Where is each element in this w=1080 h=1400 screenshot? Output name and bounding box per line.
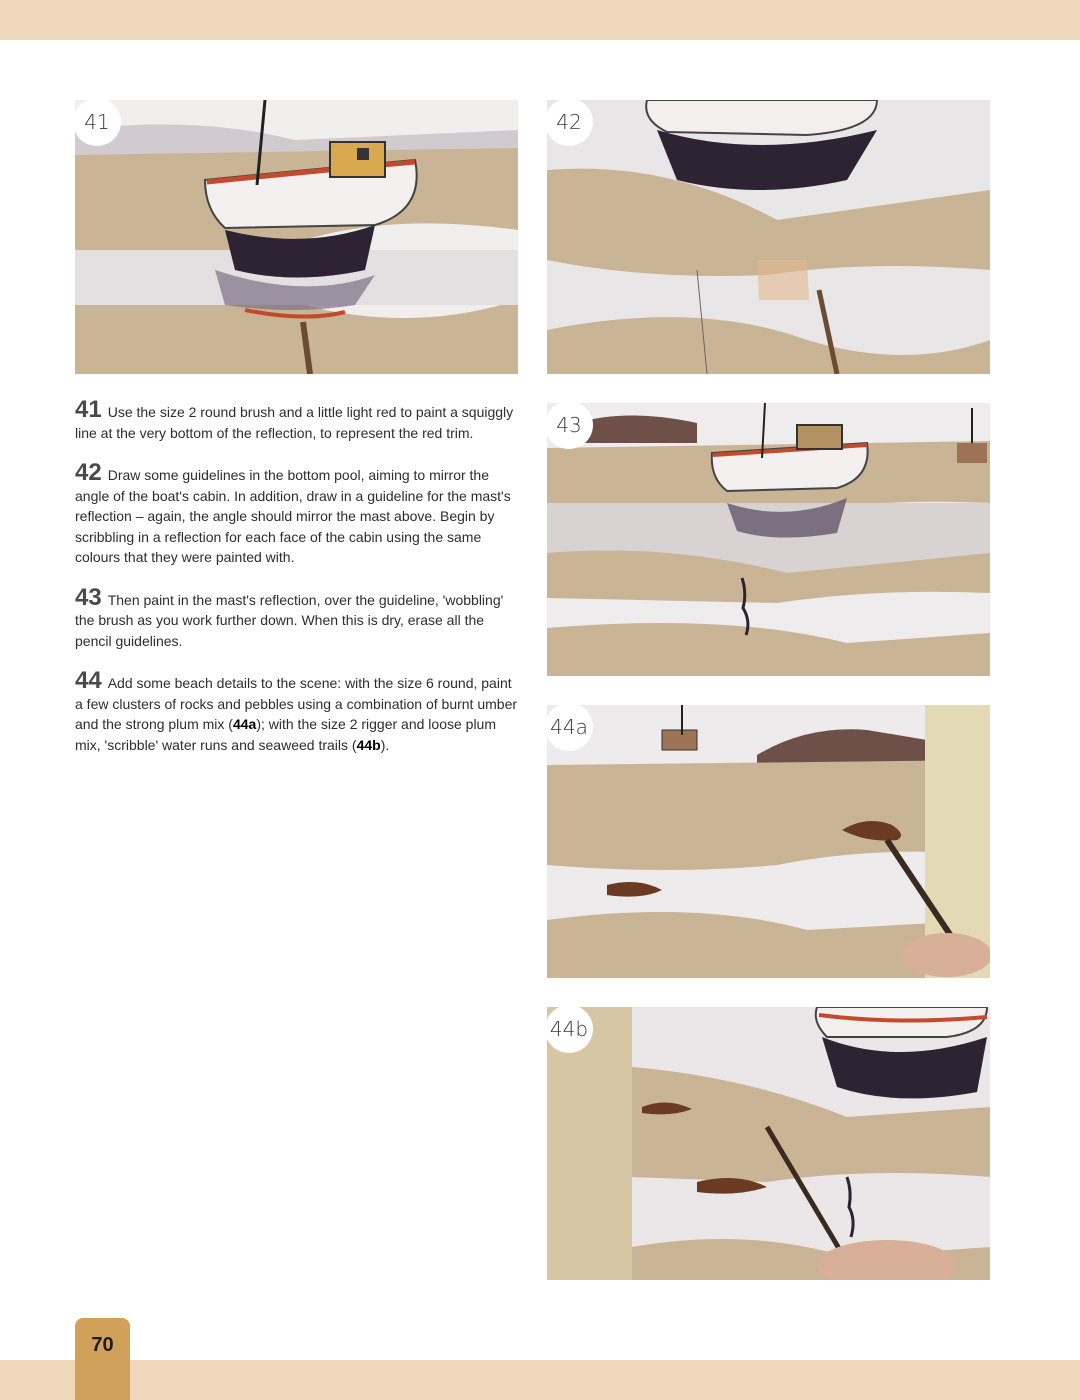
step-number: 41 bbox=[75, 396, 102, 423]
step-number: 44 bbox=[75, 667, 102, 694]
step-text: Add some beach details to the scene: with the size 6 round, paint a few clusters of rocks and pebbles using a combination of burnt umber and the strong plum mix ( bbox=[75, 675, 518, 732]
watercolor-boat-illustration bbox=[75, 100, 518, 374]
step-41 bbox=[75, 396, 519, 443]
photo-step-42 bbox=[547, 100, 990, 374]
step-text: ); with the size 2 rigger and loose plum mix, 'scribble' water runs and seaweed trails ( bbox=[75, 716, 497, 753]
step-text: ). bbox=[380, 736, 390, 753]
photo-step-43 bbox=[547, 403, 990, 676]
step-text: Draw some guidelines in the bottom pool, aiming to mirror the angle of the boat's cabin. In addition, draw in a guideline for the mast's reflection – again, the angle should mirror the mast above. Begin by scribbling in a reflection for each face of the cabin using the same colours that they were painted with. bbox=[75, 467, 511, 565]
step-badge: 43 bbox=[547, 403, 593, 449]
watercolor-seaweed-illustration bbox=[547, 1007, 990, 1280]
photo-step-44a bbox=[547, 705, 990, 978]
step-number: 43 bbox=[75, 583, 102, 611]
step-badge: 44b bbox=[547, 1007, 593, 1053]
step-text: Use the size 2 round brush and a little light red to paint a squiggly line at the very bottom of the reflection, to represent the red trim. bbox=[75, 404, 514, 441]
bottom-band bbox=[0, 1360, 1080, 1400]
page-number: 70 bbox=[91, 1334, 114, 1356]
photo-step-44b bbox=[547, 1007, 990, 1280]
watercolor-mast-reflection-illustration bbox=[547, 403, 990, 676]
photo-step-41 bbox=[75, 100, 518, 374]
step-badge: 41 bbox=[75, 100, 121, 146]
step-42 bbox=[75, 459, 519, 568]
step-badge: 42 bbox=[547, 100, 593, 146]
figure-reference: 44a bbox=[232, 716, 257, 732]
instruction-steps bbox=[75, 396, 519, 775]
step-number: 42 bbox=[75, 459, 102, 486]
step-44 bbox=[75, 667, 519, 755]
figure-reference: 44b bbox=[356, 736, 381, 753]
top-band bbox=[0, 0, 1080, 40]
step-43 bbox=[75, 583, 519, 652]
page-number-tab bbox=[75, 1318, 130, 1400]
step-text: Then paint in the mast's reflection, over the guideline, 'wobbling' the brush as you work further down. When this is dry, erase all the pencil guidelines. bbox=[75, 591, 504, 649]
step-badge: 44a bbox=[547, 705, 593, 751]
watercolor-rocks-illustration bbox=[547, 705, 990, 978]
watercolor-reflection-illustration bbox=[547, 100, 990, 374]
